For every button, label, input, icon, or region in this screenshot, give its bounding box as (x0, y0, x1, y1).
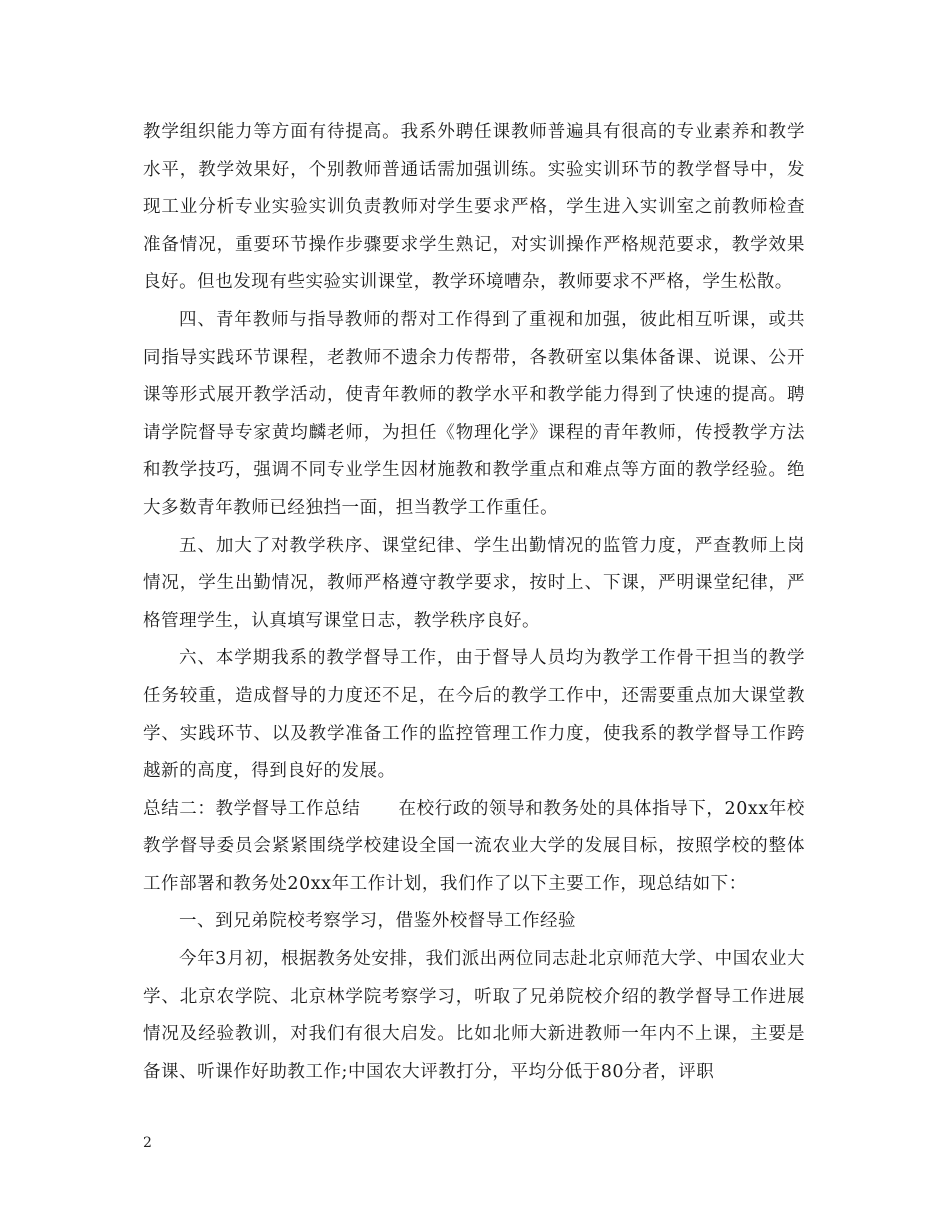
document-body (143, 114, 805, 1091)
paragraph-teaching-organization: 教学组织能力等方面有待提高。我系外聘任课教师普遍具有很高的专业素养和教学水平，教学效果好，个别教师普通话需加强训练。实验实训环节的教学督导中，发现工业分析专业实验实训负责教师对学生要求严格，学生进入实训室之前教师检查准备情况，重要环节操作步骤要求学生熟记，对实训操作严格规范要求，教学效果良好。但也发现有些实验实训课堂，教学环境嘈杂，教师要求不严格，学生松散。 (143, 122, 805, 293)
paragraph-teaching-order: 五、加大了对教学秩序、课堂纪律、学生出勤情况的监管力度，严查教师上岗情况，学生出勤情况，教师严格遵守教学要求，按时上、下课，严明课堂纪律，严格管理学生，认真填写课堂日志，教学秩序良好。 (143, 535, 805, 631)
paragraph-visit-study: 今年3月初，根据教务处安排，我们派出两位同志赴北京师范大学、中国农业大学、北京农学院、北京林学院考察学习，听取了兄弟院校介绍的教学督导工作进展情况及经验教训，对我们有很大启发。比如北师大新进教师一年内不上课，主要是备课、听课作好助教工作;中国农大评教打分，平均分低于80分者，评职 (143, 949, 805, 1082)
summary-text: 在校行政的领导和教务处的具体指导下，20xx年校教学督导委员会紧紧围绕学校建设全国一流农业大学的发展目标，按照学校的整体工作部署和教务处20xx年工作计划，我们作了以下主要工作，现总结如下： (143, 798, 805, 894)
paragraph-young-teachers: 四、青年教师与指导教师的帮对工作得到了重视和加强，彼此相互听课，或共同指导实践环节课程，老教师不遗余力传帮带，各教研室以集体备课、说课、公开课等形式展开教学活动，使青年教师的教学水平和教学能力得到了快速的提高。聘请学院督导专家黄均麟老师，为担任《物理化学》课程的青年教师，传授教学方法和教学技巧，强调不同专业学生因材施教和教学重点和难点等方面的教学经验。绝大多数青年教师已经独挡一面，担当教学工作重任。 (143, 309, 805, 518)
summary-paragraph (143, 791, 805, 904)
summary-heading: 总结二：教学督导工作总结 (143, 798, 361, 819)
paragraph-semester-supervision: 六、本学期我系的教学督导工作，由于督导人员均为教学工作骨干担当的教学任务较重，造成督导的力度还不足，在今后的教学工作中，还需要重点加大课堂教学、实践环节、以及教学准备工作的监控管理工作力度，使我系的教学督导工作跨越新的高度，得到良好的发展。 (143, 648, 805, 782)
section-heading: 一、到兄弟院校考察学习，借鉴外校督导工作经验 (179, 911, 577, 932)
page-number: 2 (143, 1135, 152, 1151)
